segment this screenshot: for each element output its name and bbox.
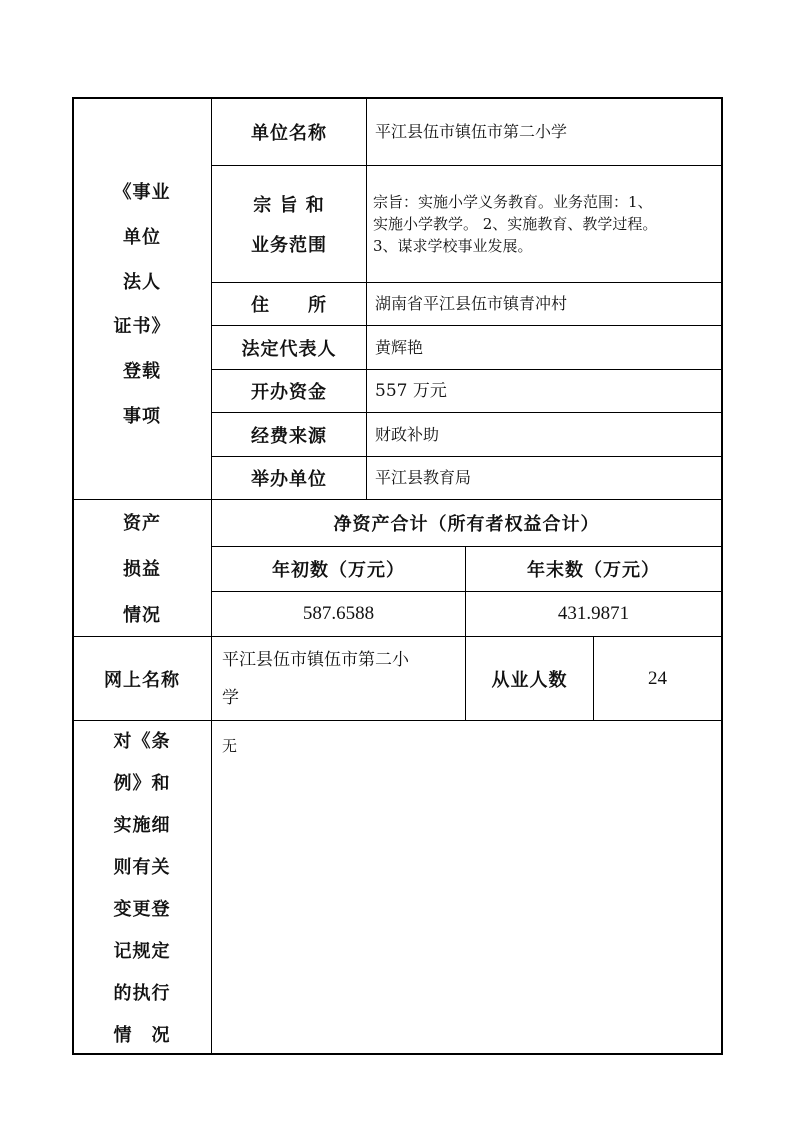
sponsor-label: 举办单位 bbox=[251, 469, 327, 490]
online-name-value bbox=[212, 637, 465, 720]
staff-count-label: 从业人数 bbox=[491, 669, 568, 691]
online-name-line: 学 bbox=[222, 687, 239, 708]
label-line: 宗 旨 和 bbox=[253, 195, 325, 216]
address-label: 住 所 bbox=[251, 295, 327, 316]
end-year-value: 431.9871 bbox=[557, 603, 630, 624]
purpose-line: 3、谋求学校事业发展。 bbox=[373, 237, 533, 255]
legal-rep-value: 黄辉艳 bbox=[375, 337, 424, 357]
net-assets-header: 净资产合计（所有者权益合计） bbox=[333, 514, 600, 535]
label-line: 情 况 bbox=[113, 1025, 171, 1046]
funding-source-value: 财政补助 bbox=[375, 424, 440, 444]
label-line: 则有关 bbox=[113, 857, 171, 878]
purpose-label bbox=[212, 166, 366, 282]
label-line: 变更登 bbox=[113, 899, 171, 920]
sponsor-value: 平江县教育局 bbox=[375, 468, 472, 487]
address-value: 湖南省平江县伍市镇青冲村 bbox=[375, 294, 568, 313]
label-line: 单位 bbox=[123, 226, 161, 248]
compliance-section-label bbox=[73, 727, 211, 1047]
compliance-value: 无 bbox=[222, 737, 238, 755]
label-line: 法人 bbox=[123, 271, 161, 293]
label-line: 业务范围 bbox=[251, 235, 327, 256]
begin-year-value: 587.6588 bbox=[302, 603, 375, 624]
end-year-label: 年末数（万元） bbox=[527, 560, 660, 581]
online-name-line: 平江县伍市镇伍市第二小 bbox=[222, 649, 409, 670]
registration-section-label bbox=[73, 178, 211, 428]
label-line: 实施细 bbox=[113, 815, 171, 836]
label-line: 事项 bbox=[123, 405, 161, 427]
funding-source-label: 经费来源 bbox=[251, 425, 327, 447]
label-line: 情况 bbox=[123, 605, 161, 626]
unit-name-label: 单位名称 bbox=[251, 122, 327, 144]
label-line: 记规定 bbox=[113, 941, 171, 962]
label-line: 登载 bbox=[123, 361, 161, 383]
label-line: 证书》 bbox=[113, 316, 171, 338]
unit-name-value: 平江县伍市镇伍市第二小学 bbox=[375, 121, 568, 141]
label-line: 的执行 bbox=[113, 983, 171, 1004]
label-line: 例》和 bbox=[113, 773, 171, 794]
staff-count-value: 24 bbox=[648, 667, 667, 689]
purpose-line: 宗旨：实施小学义务教育。业务范围：1、 bbox=[373, 193, 653, 211]
assets-section-label bbox=[73, 500, 211, 636]
label-line: 对《条 bbox=[113, 731, 171, 752]
label-line: 《事业 bbox=[113, 182, 171, 203]
capital-value: 557 万元 bbox=[375, 381, 447, 401]
online-name-label: 网上名称 bbox=[104, 669, 180, 691]
label-line: 损益 bbox=[123, 559, 161, 580]
label-line: 资产 bbox=[123, 513, 161, 534]
capital-label: 开办资金 bbox=[251, 382, 327, 403]
purpose-line: 实施小学教学。 2、实施教育、教学过程。 bbox=[373, 215, 658, 233]
legal-rep-label: 法定代表人 bbox=[241, 338, 337, 360]
begin-year-label: 年初数（万元） bbox=[272, 560, 405, 581]
purpose-value bbox=[367, 166, 721, 282]
